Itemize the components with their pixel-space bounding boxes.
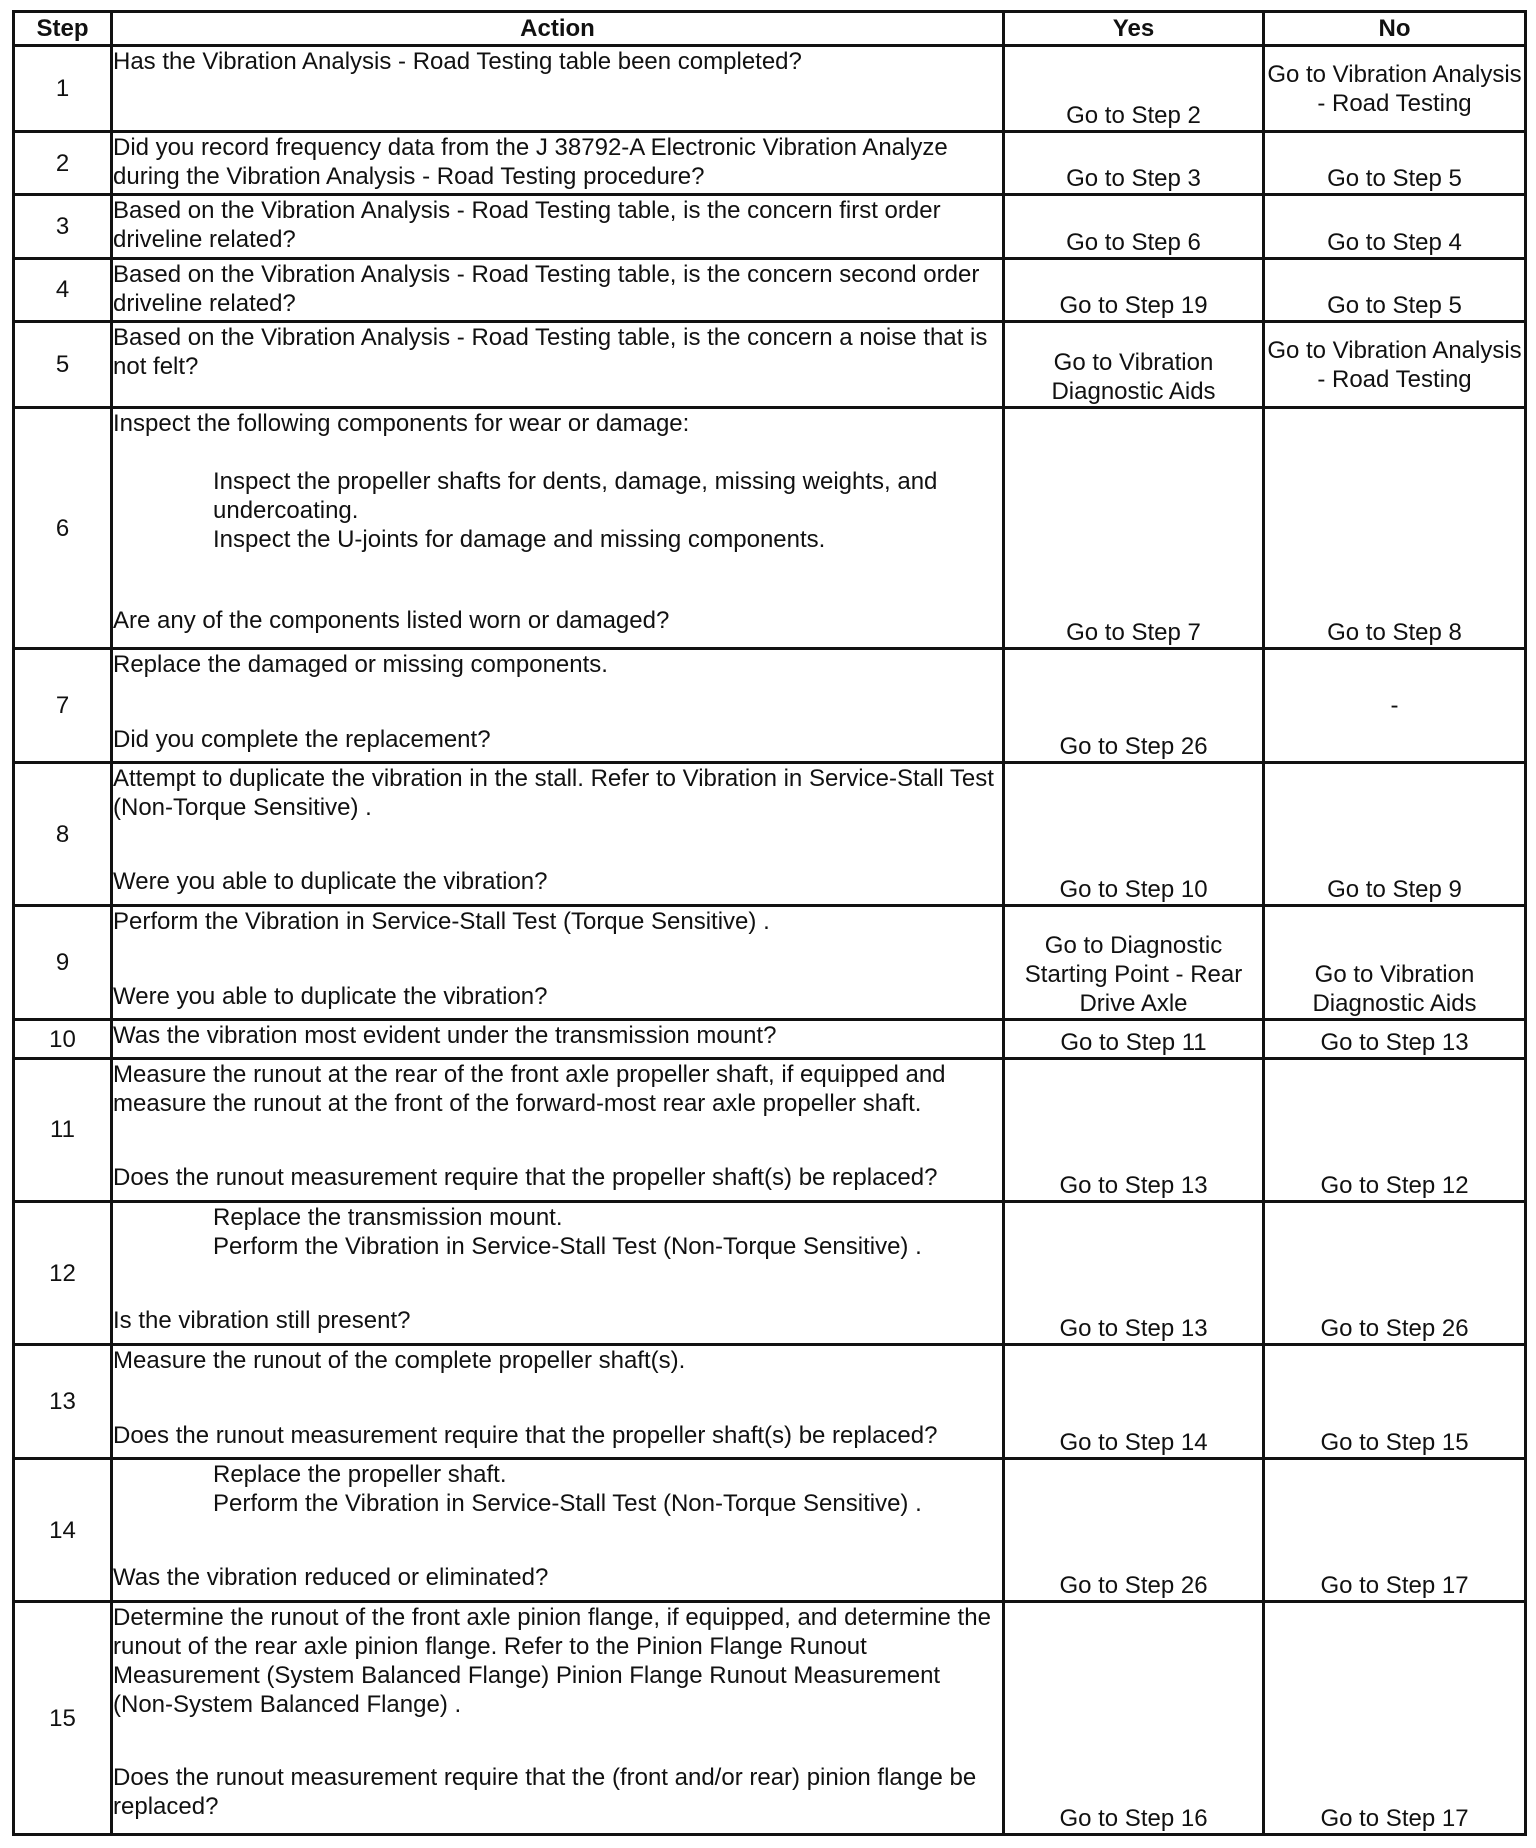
yes-outcome: Go to Step 7 — [1004, 408, 1264, 649]
step-number: 5 — [14, 322, 112, 408]
step-number: 7 — [14, 648, 112, 762]
action-text: Based on the Vibration Analysis - Road Testing table, is the concern first order driveline related? — [113, 197, 948, 254]
action-text: Inspect the following components for wear or damage: — [113, 410, 690, 438]
action-cell — [112, 1201, 1004, 1344]
action-question: Was the vibration reduced or eliminated? — [113, 1564, 549, 1592]
no-outcome: Go to Step 15 — [1264, 1345, 1526, 1459]
action-cell — [112, 408, 1004, 649]
header-row — [14, 12, 1526, 46]
action-question: Were you able to duplicate the vibration? — [113, 983, 548, 1011]
action-text: Was the vibration most evident under the transmission mount? — [113, 1022, 777, 1050]
no-outcome: Go to Step 12 — [1264, 1058, 1526, 1201]
no-outcome: Go to Step 17 — [1264, 1459, 1526, 1602]
step-number: 14 — [14, 1459, 112, 1602]
action-cell — [112, 258, 1004, 321]
header-step: Step — [14, 12, 112, 46]
yes-outcome: Go to Step 13 — [1004, 1201, 1264, 1344]
table-row — [14, 763, 1526, 906]
action-cell — [112, 763, 1004, 906]
no-outcome: Go to Step 17 — [1264, 1602, 1526, 1835]
action-cell — [112, 132, 1004, 195]
yes-outcome: Go to Step 3 — [1004, 132, 1264, 195]
step-number: 8 — [14, 763, 112, 906]
header-action: Action — [112, 12, 1004, 46]
action-question: Were you able to duplicate the vibration? — [113, 868, 548, 896]
action-cell — [112, 46, 1004, 132]
action-text: Based on the Vibration Analysis - Road Testing table, is the concern a noise that is not felt? — [113, 324, 994, 381]
table-row — [14, 1602, 1526, 1835]
step-number: 6 — [14, 408, 112, 649]
action-cell — [112, 906, 1004, 1020]
step-number: 15 — [14, 1602, 112, 1835]
table-row — [14, 1345, 1526, 1459]
action-cell — [112, 1020, 1004, 1058]
no-outcome: Go to Step 8 — [1264, 408, 1526, 649]
action-text: Attempt to duplicate the vibration in the stall. Refer to Vibration in Service-Stall Test (Non-Torque Sensitive) . — [113, 765, 1001, 822]
yes-outcome: Go to Step 10 — [1004, 763, 1264, 906]
step-number: 3 — [14, 195, 112, 258]
yes-outcome: Go to Step 11 — [1004, 1020, 1264, 1058]
table-row — [14, 132, 1526, 195]
step-number: 10 — [14, 1020, 112, 1058]
action-text: Replace the damaged or missing components. — [113, 650, 608, 678]
action-cell — [112, 195, 1004, 258]
header-yes: Yes — [1004, 12, 1264, 46]
table-row — [14, 258, 1526, 321]
action-question: Did you complete the replacement? — [113, 725, 491, 753]
yes-outcome: Go to Step 2 — [1004, 46, 1264, 132]
action-text: Perform the Vibration in Service-Stall Test (Torque Sensitive) . — [113, 908, 770, 936]
no-outcome: Go to Vibration Diagnostic Aids — [1264, 906, 1526, 1020]
yes-outcome: Go to Step 13 — [1004, 1058, 1264, 1201]
action-substep: Perform the Vibration in Service-Stall Test (Non-Torque Sensitive) . — [213, 1490, 922, 1518]
action-substep: Perform the Vibration in Service-Stall Test (Non-Torque Sensitive) . — [213, 1232, 922, 1260]
no-outcome: Go to Vibration Analysis - Road Testing — [1264, 46, 1526, 132]
table-row — [14, 322, 1526, 408]
no-outcome: Go to Step 9 — [1264, 763, 1526, 906]
no-outcome: Go to Vibration Analysis - Road Testing — [1264, 322, 1526, 408]
action-cell — [112, 322, 1004, 408]
action-substep: Replace the propeller shaft. — [213, 1461, 507, 1489]
no-outcome: Go to Step 4 — [1264, 195, 1526, 258]
table-row — [14, 1459, 1526, 1602]
table-row — [14, 408, 1526, 649]
action-text: Measure the runout at the rear of the front axle propeller shaft, if equipped and measure the runout at the front of the forward-most rear axle propeller shaft. — [113, 1060, 953, 1117]
no-outcome: Go to Step 5 — [1264, 258, 1526, 321]
yes-outcome: Go to Step 16 — [1004, 1602, 1264, 1835]
action-question: Does the runout measurement require that the propeller shaft(s) be replaced? — [113, 1422, 938, 1450]
action-cell — [112, 1602, 1004, 1835]
yes-outcome: Go to Step 19 — [1004, 258, 1264, 321]
action-question: Are any of the components listed worn or damaged? — [113, 607, 670, 635]
yes-outcome: Go to Vibration Diagnostic Aids — [1004, 322, 1264, 408]
no-outcome: Go to Step 5 — [1264, 132, 1526, 195]
action-substep: Replace the transmission mount. — [213, 1203, 563, 1231]
table-row — [14, 195, 1526, 258]
action-question: Does the runout measurement require that the propeller shaft(s) be replaced? — [113, 1163, 938, 1191]
action-text: Did you record frequency data from the J 38792-A Electronic Vibration Analyze during the Vibration Analysis - Road Testing procedure? — [113, 134, 955, 191]
yes-outcome: Go to Step 26 — [1004, 648, 1264, 762]
table-row — [14, 1020, 1526, 1058]
action-question: Does the runout measurement require that the (front and/or rear) pinion flange be replaced? — [113, 1764, 983, 1821]
no-outcome: Go to Step 26 — [1264, 1201, 1526, 1344]
yes-outcome: Go to Diagnostic Starting Point - Rear Drive Axle — [1004, 906, 1264, 1020]
action-text: Measure the runout of the complete propeller shaft(s). — [113, 1347, 686, 1375]
table-row — [14, 648, 1526, 762]
action-cell — [112, 1459, 1004, 1602]
diagnostic-table — [12, 10, 1527, 1836]
action-substep: Inspect the propeller shafts for dents, damage, missing weights, and undercoating. — [213, 468, 945, 525]
step-number: 1 — [14, 46, 112, 132]
no-outcome: Go to Step 13 — [1264, 1020, 1526, 1058]
yes-outcome: Go to Step 6 — [1004, 195, 1264, 258]
action-cell — [112, 1058, 1004, 1201]
action-text: Based on the Vibration Analysis - Road Testing table, is the concern second order driveline related? — [113, 260, 986, 317]
step-number: 12 — [14, 1201, 112, 1344]
action-substep: Inspect the U-joints for damage and missing components. — [213, 526, 826, 554]
action-text: Determine the runout of the front axle pinion flange, if equipped, and determine the runout of the rear axle pinion flange. Refer to the Pinion Flange Runout Measurement (System Balanced Flange) Pinion Flange Runout Measurement (Non-System Balanced Flange) . — [113, 1604, 998, 1719]
table-row — [14, 906, 1526, 1020]
yes-outcome: Go to Step 26 — [1004, 1459, 1264, 1602]
yes-outcome: Go to Step 14 — [1004, 1345, 1264, 1459]
table-row — [14, 46, 1526, 132]
table-row — [14, 1058, 1526, 1201]
no-outcome: - — [1264, 648, 1526, 762]
header-no: No — [1264, 12, 1526, 46]
table-row — [14, 1201, 1526, 1344]
action-question: Is the vibration still present? — [113, 1306, 411, 1334]
step-number: 4 — [14, 258, 112, 321]
action-cell — [112, 1345, 1004, 1459]
step-number: 9 — [14, 906, 112, 1020]
step-number: 11 — [14, 1058, 112, 1201]
action-cell — [112, 648, 1004, 762]
step-number: 13 — [14, 1345, 112, 1459]
step-number: 2 — [14, 132, 112, 195]
action-text: Has the Vibration Analysis - Road Testing table been completed? — [113, 48, 802, 75]
